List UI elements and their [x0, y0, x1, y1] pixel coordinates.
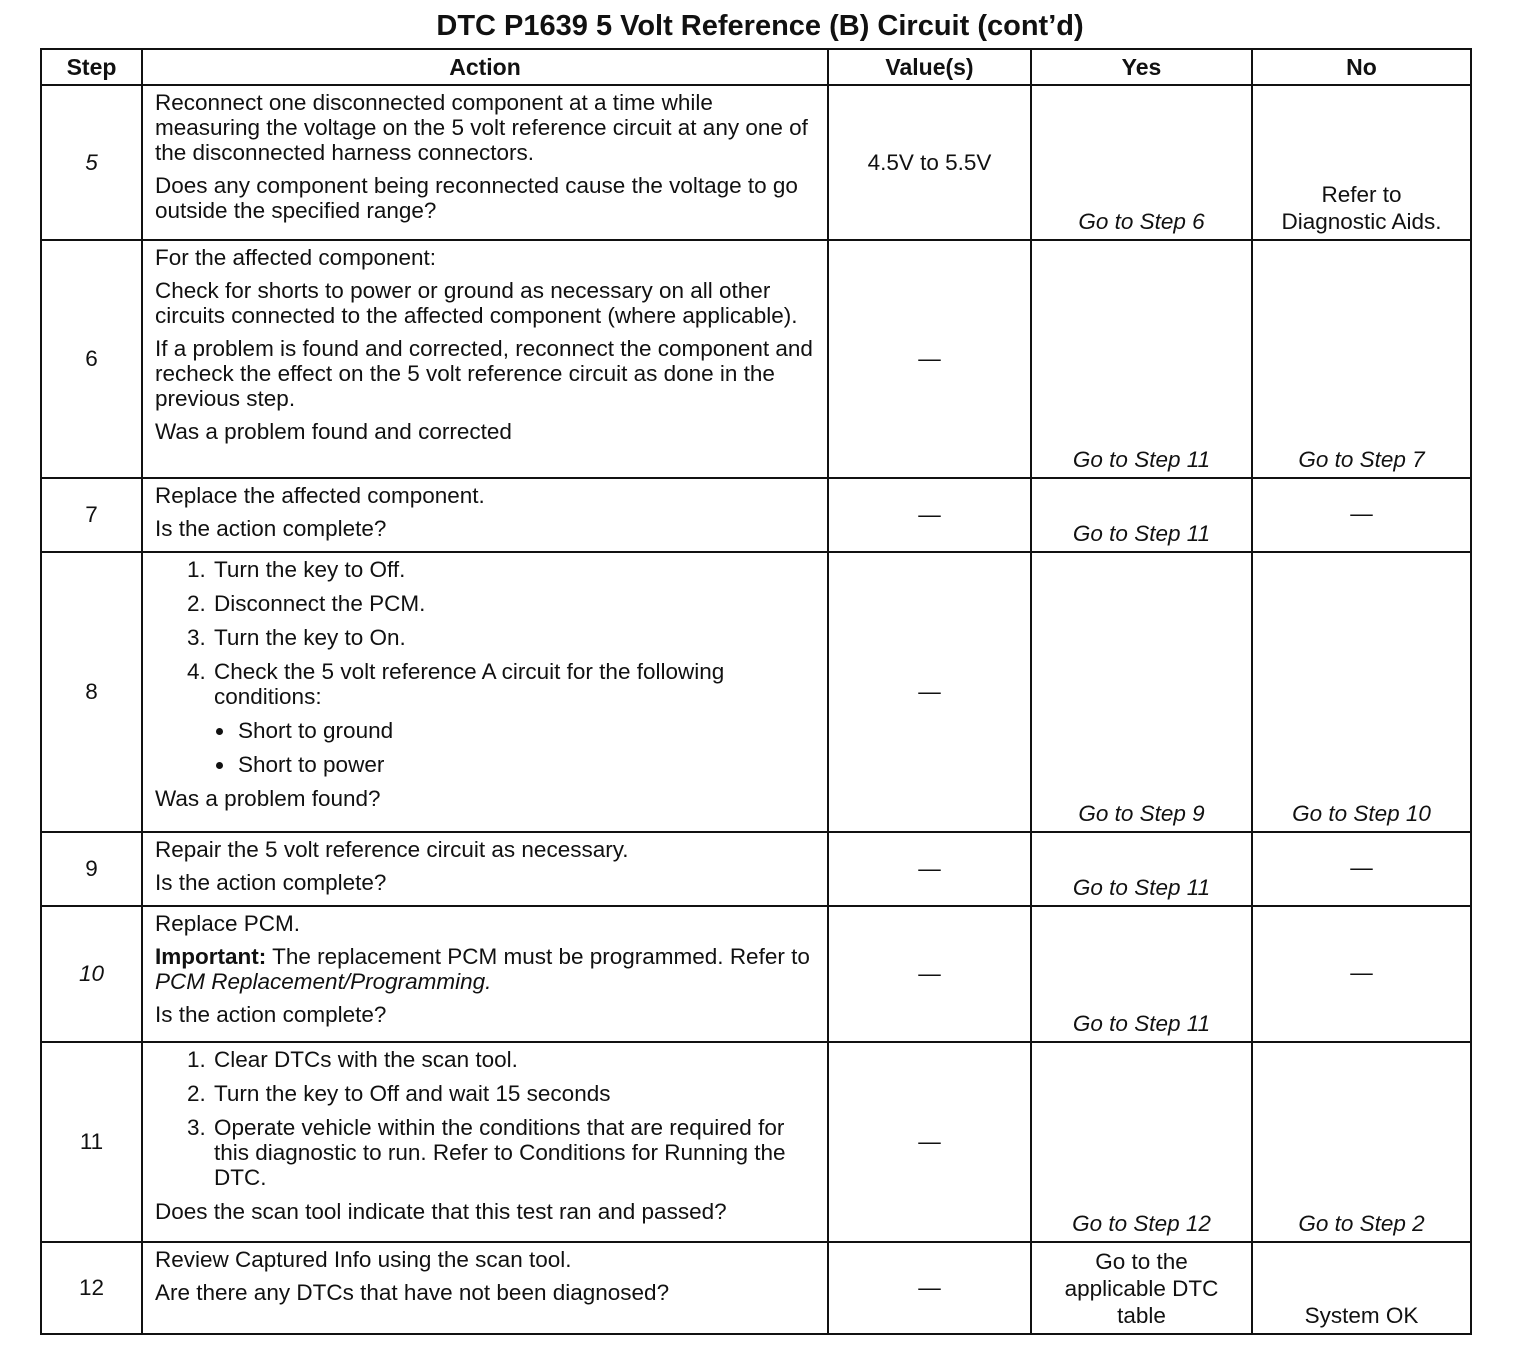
action-question: Are there any DTCs that have not been diagnosed?: [155, 1280, 670, 1305]
action-cell: [142, 478, 828, 552]
refer-link: PCM Replacement/Programming.: [155, 969, 492, 994]
no-cell: —: [1252, 832, 1471, 906]
action-text: If a problem is found and corrected, reconnect the component and recheck the effect on the 5 volt reference circuit as done in the previous step.: [155, 336, 813, 411]
action-cell: [142, 906, 828, 1042]
action-question: Is the action complete?: [155, 1002, 387, 1027]
yes-cell: Go to Step 11: [1031, 478, 1252, 552]
action-question: Was a problem found and corrected: [155, 419, 512, 444]
yes-cell: Go to Step 12: [1031, 1042, 1252, 1242]
important-text: The replacement PCM must be programmed.: [272, 944, 724, 969]
list-item: 2. Disconnect the PCM.: [212, 591, 819, 616]
step-number: 5: [41, 85, 142, 240]
bullet-item: • Short to ground: [236, 718, 819, 743]
value-cell: —: [828, 1042, 1031, 1242]
table-row: [41, 832, 1471, 906]
action-question: Does the scan tool indicate that this test ran and passed?: [155, 1199, 727, 1224]
list-item: 2. Turn the key to Off and wait 15 seconds: [212, 1081, 819, 1106]
table-row: [41, 906, 1471, 1042]
action-text: Replace the affected component.: [155, 483, 485, 508]
yes-cell: Go to the applicable DTC table: [1031, 1242, 1252, 1334]
header-step: Step: [41, 49, 142, 85]
list-item: [212, 659, 819, 777]
step-number: 8: [41, 552, 142, 832]
no-cell: —: [1252, 906, 1471, 1042]
bullet-list: [214, 718, 819, 777]
action-text: Repair the 5 volt reference circuit as necessary.: [155, 837, 629, 862]
action-text: For the affected component:: [155, 245, 437, 270]
action-question: Is the action complete?: [155, 870, 387, 895]
no-cell: Go to Step 2: [1252, 1042, 1471, 1242]
list-item: 1. Clear DTCs with the scan tool.: [212, 1047, 819, 1072]
step-number: 12: [41, 1242, 142, 1334]
table-row: [41, 85, 1471, 240]
list-item-text: Check the 5 volt reference A circuit for the following conditions:: [214, 659, 725, 709]
header-values: Value(s): [828, 49, 1031, 85]
step-number: 7: [41, 478, 142, 552]
action-text: Reconnect one disconnected component at a time while measuring the voltage on the 5 volt reference circuit at any one of the disconnected harness connectors.: [155, 90, 808, 165]
action-question: Was a problem found?: [155, 786, 381, 811]
step-number: 10: [41, 906, 142, 1042]
action-cell: [142, 552, 828, 832]
header-yes: Yes: [1031, 49, 1252, 85]
no-cell: —: [1252, 478, 1471, 552]
yes-cell: Go to Step 11: [1031, 832, 1252, 906]
yes-cell: Go to Step 9: [1031, 552, 1252, 832]
value-cell: —: [828, 478, 1031, 552]
important-note: [155, 944, 819, 994]
no-cell: Refer to Diagnostic Aids.: [1252, 85, 1471, 240]
header-no: No: [1252, 49, 1471, 85]
bullet-item: • Short to power: [236, 752, 819, 777]
numbered-list: [155, 557, 819, 777]
action-text: Check for shorts to power or ground as necessary on all other circuits connected to the affected component (where applicable).: [155, 278, 798, 328]
header-row: [41, 49, 1471, 85]
diagnostic-table: [40, 48, 1472, 1335]
header-action: Action: [142, 49, 828, 85]
value-cell: —: [828, 906, 1031, 1042]
action-cell: [142, 1042, 828, 1242]
action-cell: [142, 1242, 828, 1334]
step-number: 9: [41, 832, 142, 906]
table-row: [41, 1242, 1471, 1334]
action-question: Does any component being reconnected cause the voltage to go outside the specified range?: [155, 173, 798, 223]
action-question: Is the action complete?: [155, 516, 387, 541]
action-text: Review Captured Info using the scan tool.: [155, 1247, 572, 1272]
yes-cell: Go to Step 6: [1031, 85, 1252, 240]
value-cell: —: [828, 832, 1031, 906]
action-cell: [142, 85, 828, 240]
numbered-list: [155, 1047, 819, 1190]
list-item: 3. Operate vehicle within the conditions that are required for this diagnostic to run. Refer to Conditions for Running the DTC.: [212, 1115, 819, 1190]
table-row: [41, 1042, 1471, 1242]
value-cell: —: [828, 552, 1031, 832]
action-cell: [142, 240, 828, 478]
value-cell: —: [828, 1242, 1031, 1334]
step-number: 11: [41, 1042, 142, 1242]
no-cell: Go to Step 7: [1252, 240, 1471, 478]
action-text: Replace PCM.: [155, 911, 301, 936]
step-number: 6: [41, 240, 142, 478]
list-item: 3. Turn the key to On.: [212, 625, 819, 650]
yes-cell: Go to Step 11: [1031, 906, 1252, 1042]
list-item: 1. Turn the key to Off.: [212, 557, 819, 582]
page-title: DTC P1639 5 Volt Reference (B) Circuit (cont’d): [436, 10, 1084, 42]
important-label: Important:: [155, 944, 267, 969]
refer-prefix: Refer to: [729, 944, 810, 969]
table-row: [41, 478, 1471, 552]
table-row: [41, 240, 1471, 478]
no-cell: Go to Step 10: [1252, 552, 1471, 832]
value-cell: 4.5V to 5.5V: [828, 85, 1031, 240]
action-cell: [142, 832, 828, 906]
value-cell: —: [828, 240, 1031, 478]
yes-cell: Go to Step 11: [1031, 240, 1252, 478]
no-cell: System OK: [1252, 1242, 1471, 1334]
table-row: [41, 552, 1471, 832]
